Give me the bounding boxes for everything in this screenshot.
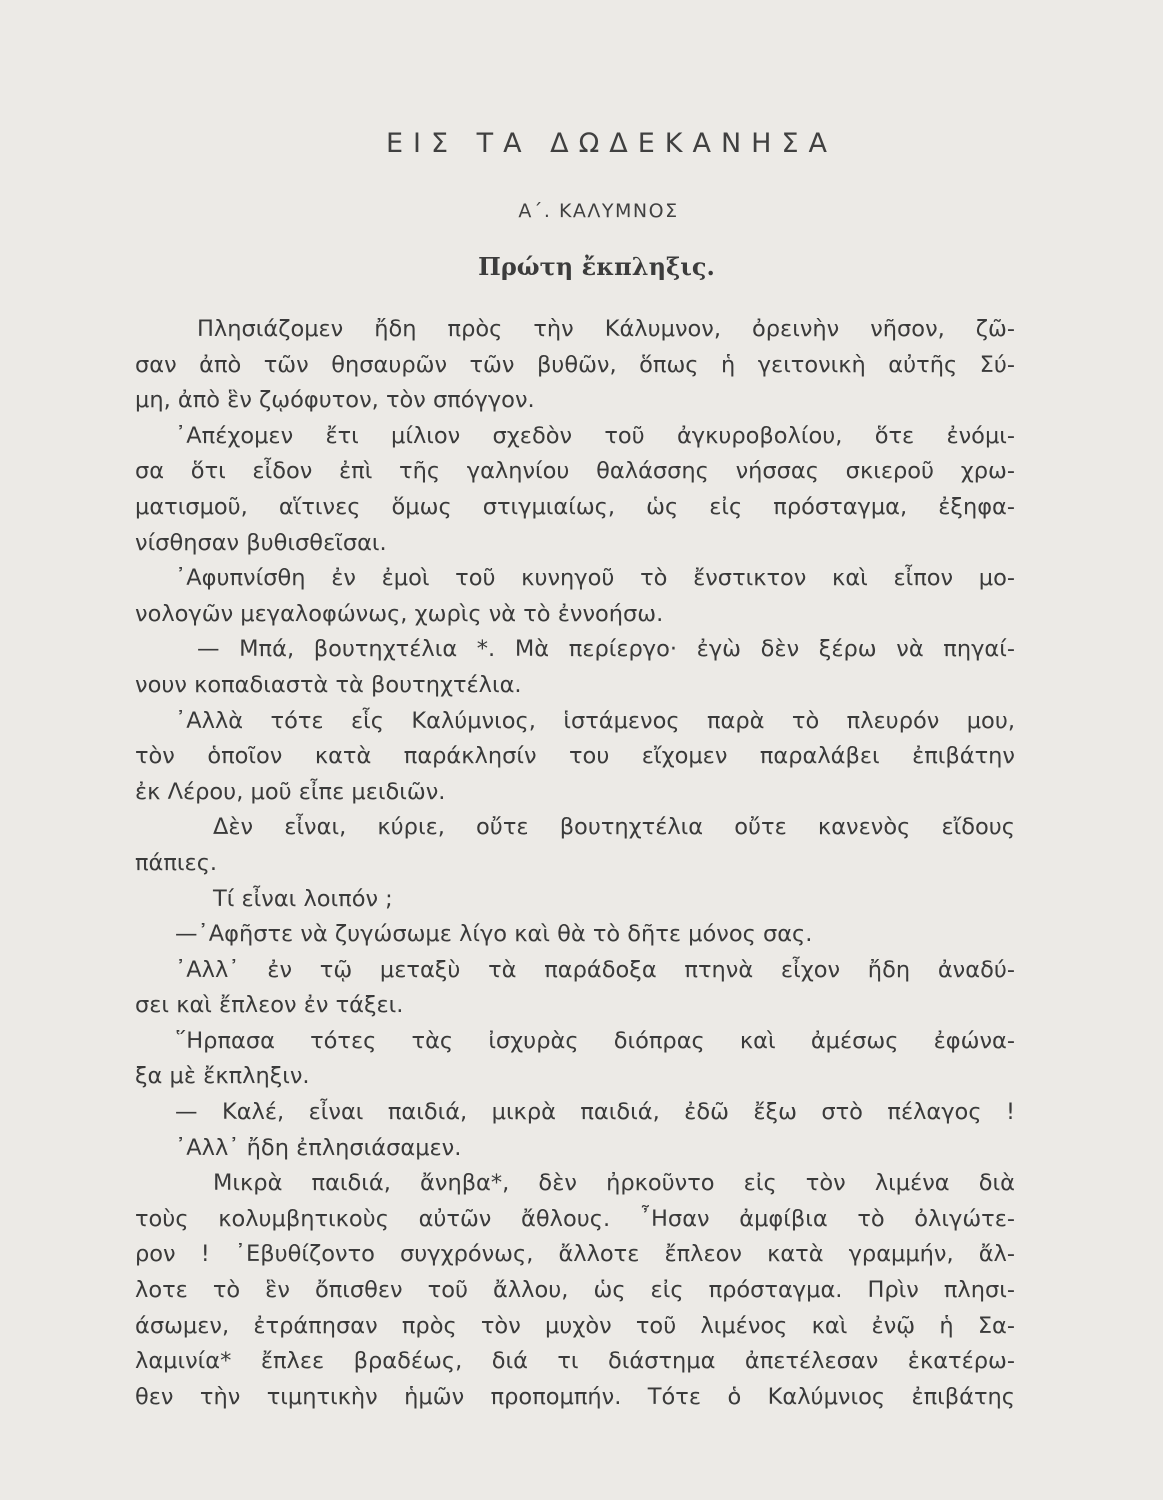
book-title: ΕΙΣ ΤΑ ΔΩΔΕΚΑΝΗΣΑ	[385, 128, 838, 159]
text-line: ᾿Αλλ᾿ ἐν τῷ μεταξὺ τὰ παράδοξα πτηνὰ εἶχον ἤδη ἀναδύ-	[175, 956, 1015, 983]
text-line: ῞Ηρπασα τότες τὰς ἰσχυρὰς διόπρας καὶ ἀμέσως ἐφώνα-	[175, 1027, 1015, 1054]
text-line: νουν κοπαδιαστὰ τὰ βουτηχτέλια.	[135, 671, 522, 698]
text-line: ᾿Αφυπνίσθη ἐν ἐμοὶ τοῦ κυνηγοῦ τὸ ἔνστικτον καὶ εἶπον μο-	[175, 565, 1015, 592]
text-line: —᾿Αφῆστε νὰ ζυγώσωμε λίγο καὶ θὰ τὸ δῆτε μόνος σας.	[175, 921, 813, 948]
text-line: ματισμοῦ, αἵτινες ὅμως στιγμιαίως, ὡς εἰς πρόσταγμα, ἐξηφα-	[135, 493, 1015, 520]
section-heading: Πρώτη ἔκπληξις.	[478, 252, 715, 281]
text-line: — Καλέ, εἶναι παιδιά, μικρὰ παιδιά, ἐδῶ ἔξω στὸ πέλαγος !	[175, 1099, 1015, 1126]
text-line: άσωμεν, ἐτράπησαν πρὸς τὸν μυχὸν τοῦ λιμένος καὶ ἐνῷ ἡ Σα-	[135, 1312, 1015, 1339]
text-line: λαμινία* ἔπλεε βραδέως, διά τι διάστημα ἀπετέλεσαν ἑκατέρω-	[135, 1348, 1015, 1375]
text-line: σα ὅτι εἶδον ἐπὶ τῆς γαληνίου θαλάσσης νήσσας σκιεροῦ χρω-	[135, 458, 1015, 485]
text-line: ξα μὲ ἔκπληξιν.	[135, 1063, 310, 1090]
body-text	[135, 312, 1015, 1415]
chapter-heading: Α΄. ΚΑΛΥΜΝΟΣ	[518, 200, 679, 222]
text-line: θεν τὴν τιμητικὴν ἡμῶν προπομπήν. Τότε ὁ Καλύμνιος ἐπιβάτης	[135, 1383, 1015, 1410]
text-line: — Μπά, βουτηχτέλια *. Μὰ περίεργο· ἐγὼ δὲν ξέρω νὰ πηγαί-	[197, 636, 1015, 663]
text-line: νολογῶν μεγαλοφώνως, χωρὶς νὰ τὸ ἐννοήσω.	[135, 600, 664, 627]
text-line: ἐκ Λέρου, μοῦ εἶπε μειδιῶν.	[135, 778, 446, 805]
text-line: σαν ἀπὸ τῶν θησαυρῶν τῶν βυθῶν, ὅπως ἡ γειτονικὴ αὐτῆς Σύ-	[135, 351, 1015, 378]
text-line: λοτε τὸ ἓν ὄπισθεν τοῦ ἄλλου, ὡς εἰς πρόσταγμα. Πρὶν πλησι-	[135, 1277, 1015, 1304]
text-line: ᾿Αλλ᾿ ἤδη ἐπλησιάσαμεν.	[175, 1134, 462, 1161]
text-line: Τί εἶναι λοιπόν ;	[213, 885, 393, 912]
text-line: Δὲν εἶναι, κύριε, οὔτε βουτηχτέλια οὔτε κανενὸς εἴδους	[213, 814, 1015, 841]
text-line: ᾿Απέχομεν ἔτι μίλιον σχεδὸν τοῦ ἀγκυροβολίου, ὅτε ἐνόμι-	[175, 422, 1015, 449]
text-line: σει καὶ ἔπλεον ἐν τάξει.	[135, 992, 404, 1019]
text-line: τοὺς κολυμβητικοὺς αὐτῶν ἄθλους. ῏Ησαν ἀμφίβια τὸ ὀλιγώτε-	[135, 1205, 1015, 1232]
text-line: Μικρὰ παιδιά, ἄνηβα*, δὲν ἠρκοῦντο εἰς τὸν λιμένα διὰ	[213, 1170, 1015, 1197]
text-line: Πλησιάζομεν ἤδη πρὸς τὴν Κάλυμνον, ὀρεινὴν νῆσον, ζῶ-	[197, 316, 1015, 342]
text-line: νίσθησαν βυθισθεῖσαι.	[135, 529, 387, 556]
text-line: ᾿Αλλὰ τότε εἷς Καλύμνιος, ἱστάμενος παρὰ τὸ πλευρόν μου,	[175, 707, 1015, 734]
text-line: τὸν ὁποῖον κατὰ παράκλησίν του εἴχομεν παραλάβει ἐπιβάτην	[135, 743, 1015, 770]
text-line: ρον ! ᾿Εβυθίζοντο συγχρόνως, ἄλλοτε ἔπλεον κατὰ γραμμήν, ἄλ-	[135, 1241, 1015, 1268]
text-line: μη, ἀπὸ ἓν ζῳόφυτον, τὸν σπόγγον.	[135, 387, 535, 414]
text-line: πάπιες.	[135, 849, 218, 876]
